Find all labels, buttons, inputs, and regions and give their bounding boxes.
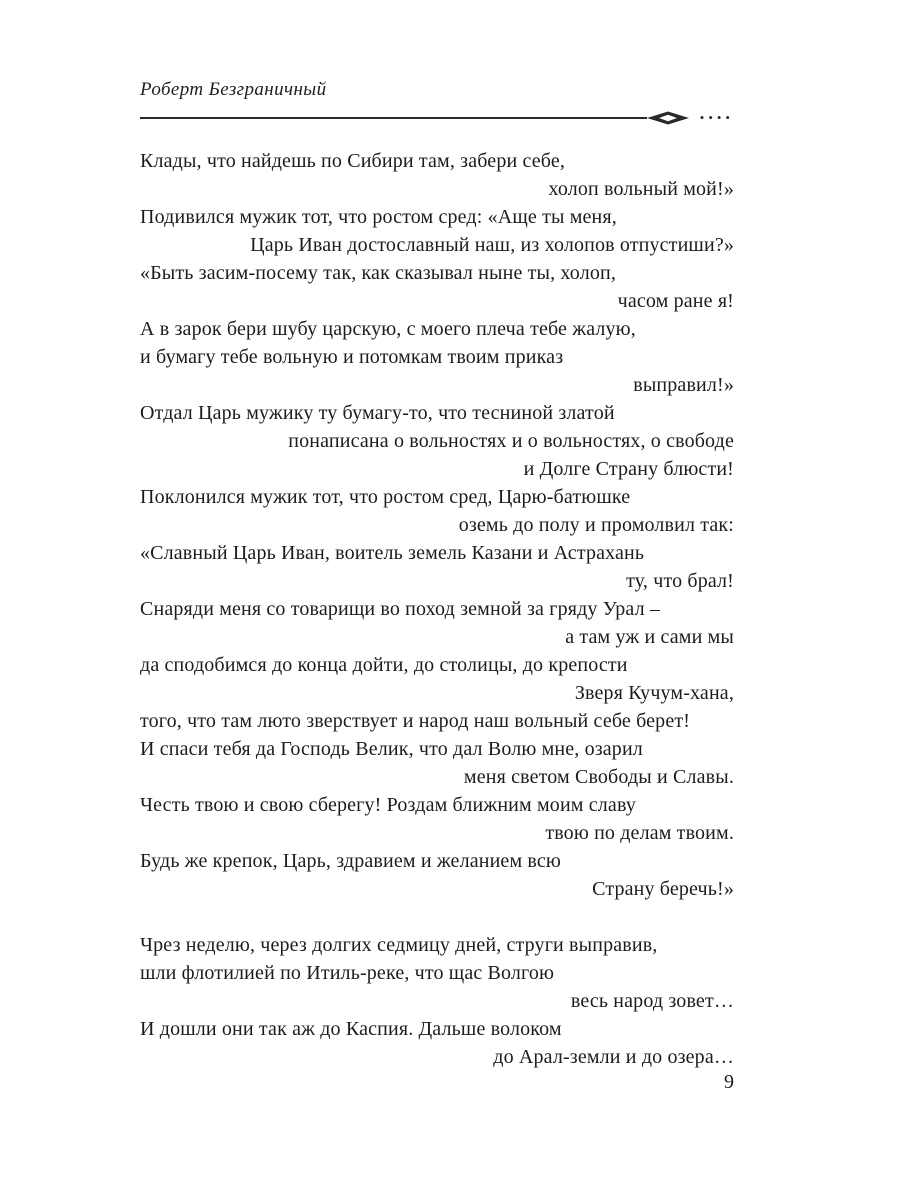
poem-line: Снаряди меня со товарищи во поход земной за гряду Урал – [140,598,661,620]
poem-line: «Славный Царь Иван, воитель земель Казани и Астрахань [140,542,645,564]
poem-line: шли флотилией по Итиль-реке, что щас Волгою [140,962,555,984]
poem-line: да сподобимся до конца дойти, до столицы, до крепости [140,654,628,676]
poem-line: Честь твою и свою сберегу! Роздам ближним моим славу [140,794,637,816]
poem-line: Будь же крепок, Царь, здравием и желанием всю [140,850,562,872]
poem-line: «Быть засим-посему так, как сказывал ныне ты, холоп, [140,262,616,284]
header-rule [140,111,734,125]
poem-line: Страну беречь!» [592,878,734,900]
text-block [140,78,734,1071]
poem-line: весь народ зовет… [570,990,734,1012]
poem-line: понаписана о вольностях и о вольностях, о свободе [288,430,734,452]
poem-line: выправил!» [633,374,734,396]
poem-line: Чрез неделю, через долгих седмицу дней, струги выправив, [140,934,658,956]
poem-line: часом ране я! [617,290,734,312]
poem-line: ту, что брал! [626,570,734,592]
author-name: Роберт Безграничный [140,79,327,100]
poem-line: а там уж и сами мы [565,626,734,648]
poem-line: до Арал-земли и до озера… [493,1046,734,1068]
poem-line: А в зарок бери шубу царскую, с моего плеча тебе жалую, [140,318,636,340]
poem-line: твою по делам твоим. [545,822,734,844]
poem-line: оземь до полу и промолвил так: [458,514,734,536]
diamond-ornament [645,111,691,125]
poem-line: Зверя Кучум-хана, [574,682,734,704]
poem [140,147,734,1071]
page-header [140,78,734,125]
poem-blank-line [140,903,734,931]
poem-line: и бумагу тебе вольную и потомкам твоим приказ [140,346,564,368]
poem-line: И спаси тебя да Господь Велик, что дал Волю мне, озарил [140,738,643,760]
poem-line: холоп вольный мой!» [548,178,734,200]
page-number: 9 [724,1071,734,1093]
poem-line: Клады, что найдешь по Сибири там, забери себе, [140,150,566,172]
poem-line: И дошли они так аж до Каспия. Дальше волоком [140,1018,562,1040]
poem-line: и Долге Страну блюсти! [523,458,734,480]
header-rule-line [140,117,647,119]
ornament-dots-icon: •••• [699,110,734,125]
poem-line: Отдал Царь мужику ту бумагу-то, что тесниной златой [140,402,615,424]
poem-line: меня светом Свободы и Славы. [463,766,734,788]
poem-line: Подивился мужик тот, что ростом сред: «Аще ты меня, [140,206,617,228]
poem-line: Поклонился мужик тот, что ростом сред, Царю-батюшке [140,486,631,508]
poem-line: того, что там люто зверствует и народ наш вольный себе берет! [140,710,691,732]
poem-line: Царь Иван достославный наш, из холопов отпустиши?» [250,234,734,256]
